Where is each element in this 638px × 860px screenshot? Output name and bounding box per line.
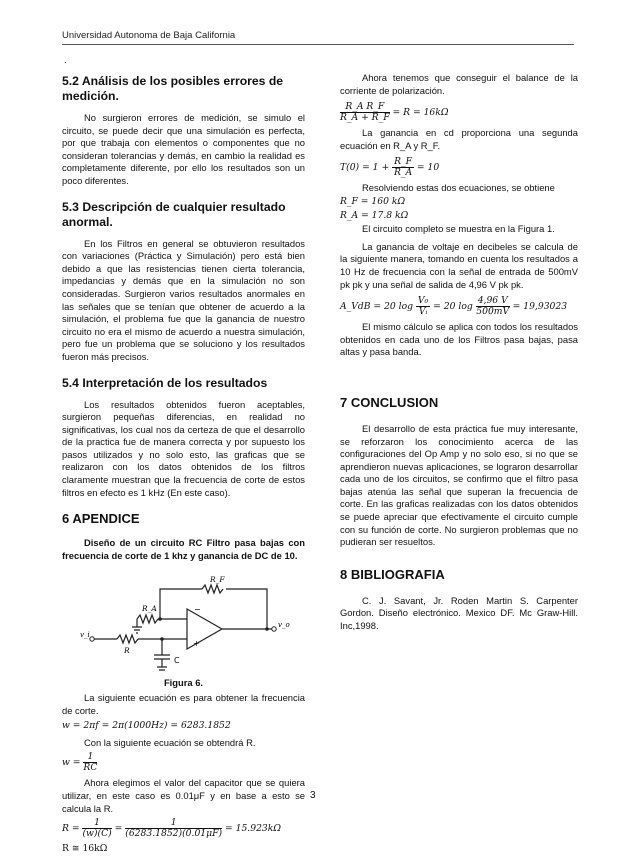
section-5-4-text: Los resultados obtenidos fueron aceptables, surgieron pequeñas diferencias, en realidad no significativas, los cual nos da certeza de que el desarrollo de la practica fue de manera correcta y por supuesto los pasos utilizados y no solo esto, las graficas que se realizaron con los datos obtenidos de los filtros claramente muestran que la frecuencia de corte de estos filtros en efecto es 1 kHz (En este caso). (62, 398, 305, 498)
svg-text:+: + (193, 639, 200, 649)
appendix-subtitle: Diseño de un circuito RC Filtro pasa bajas con frecuencia de corte de 1 khz y ganancia de DC de 10. (62, 537, 305, 561)
section-8-title: 8 BIBLIOGRAFIA (340, 566, 445, 582)
rf-resistor (202, 585, 223, 593)
eq-r-approx: R ≅ 16kΩ (62, 843, 108, 855)
left-column (62, 60, 305, 860)
label-vi: v_i (80, 631, 90, 640)
voltage-gain-text: La ganancia de voltaje en decibeles se calcula de la siguiente manera, tomando en cuenta los resultados a 10 Hz de frecuencia con la señal de entrada de 500mV pk pk y una señal de salida de 4,96 V pk pk. (340, 240, 578, 290)
op-amp-filter-schematic (62, 567, 305, 677)
section-5-4-title: 5.4 Interpretación de los resultados (62, 375, 268, 390)
r-intro: Con la siguiente ecuación se obtendrá R. (84, 736, 256, 748)
eq-ra: R_A = 17.8 kΩ (340, 209, 409, 221)
right-column (340, 60, 578, 638)
label-rf: R_F (210, 575, 225, 585)
complete-text: El circuito completo se muestra en la Figura 1. (362, 223, 555, 235)
ra-resistor (137, 615, 158, 623)
page-number: 3 (310, 790, 316, 801)
solve-text: Resolviendo estas dos ecuaciones, se obtiene (362, 182, 555, 194)
conclusion-text: El desarrollo de esta práctica fue muy interesante, se reforzaron los conocimiento acerca de las configuraciones del Op Amp y no solo eso, si no que se aprendieron nuevas aplicaciones, se lograron desarrollar cada uno de los circuitos, se confirmo que el filtro pasa bajas atenúa las señal que superan la frecuencia de corte. En las graficas realizadas con los datos obtenidos se puede apreciar que efectivamente el circuito cumple con su función de corte. No surgieron problemas que no pudieran ser resueltos. (340, 422, 578, 548)
capacitor-text: Ahora elegimos el valor del capacitor que se quiera utilizar, en este caso es 0.01μF y en base a esto se calcula la R. (62, 777, 305, 814)
label-r: R (124, 646, 130, 656)
eq-omega-rc: w = $\frac{1}{RC}$ (62, 751, 98, 774)
section-5-3-title: 5.3 Descripción de cualquier resultado anormal. (62, 199, 286, 229)
section-5-2-title: 5.2 Análisis de los posibles errores de medición. (62, 74, 284, 103)
output-terminal (272, 627, 276, 631)
stray-dot: . (64, 55, 67, 65)
section-6-title: 6 APENDICE (62, 511, 140, 527)
eq-balance: $\frac{\text{R\_A R\_F}}{R\_A + R\_F}$ = R = 16kΩ (340, 101, 449, 124)
feedback-wire-right (226, 589, 267, 629)
eq-dc-gain: T(0) = 1 + $\frac{R\_F}{R\_A}$ = 10 (340, 156, 440, 179)
input-terminal (90, 637, 94, 641)
figure-caption: Figura 6. (163, 677, 204, 689)
r-resistor (117, 635, 138, 643)
balance-intro: Ahora tenemos que conseguir el balance de la corriente de polarización. (340, 72, 578, 96)
eq-rf: R_F = 160 kΩ (340, 195, 406, 207)
running-header: Universidad Autonoma de Baja California (62, 30, 236, 41)
section-7-title: 7 CONCLUSION (340, 394, 439, 410)
ra-ground (132, 619, 142, 633)
same-calc-text: El mismo cálculo se aplica con todos los resultados obtenidos en cada uno de los Filtros pasa bajas, pasa altas y pasa banda. (340, 321, 578, 358)
c-capacitor (154, 639, 170, 670)
circuit-figure (62, 567, 305, 677)
freq-intro: La siguiente ecuación es para obtener la frecuencia de corte. (62, 692, 305, 716)
svg-text:−: − (194, 605, 201, 615)
header-rule (62, 44, 574, 45)
eq-r: R = $\frac{1}{(w)(C)}$ = $\frac{1}{(6283.1852)(0.01\mu F)}$ = 15.923kΩ (62, 817, 281, 840)
eq-omega: w = 2πf = 2π(1000Hz) = 6283.1852 (62, 720, 231, 732)
bibliography-entry: C. J. Savant, Jr. Roden Martin S. Carpenter Gordon. Diseño electrónico. Mexico DF. Mc Graw-Hill. Inc,1998. (340, 594, 578, 632)
section-5-2-text: No surgieron errores de medición, se simulo el circuito, se puede decir que una simulación es perfecta, por que trabaja con elementos o componentes que no consideran tolerancias y demás, en cambio la realidad es completamente diferente, por ello los resultados son un poco diferentes. (62, 112, 305, 186)
section-5-3-text: En los Filtros en general se obtuvieron resultados con variaciones (Práctica y Simulación) pero está bien debido a que las resistencias tienen cierta tolerancia, impedancias y demás que en la simulación no son consideradas. Surgieron varios resultados anormales en las señales que se tenían que obtener de acuerdo a la simulación, el problema fue que la ganancia de nuestro circuito no era el mismo de acuerdo a nuestra simulación, pero fue un problema que se soluciono y los resultados fueron más precisos. (62, 237, 305, 362)
label-ra: R_A (142, 604, 157, 614)
eq-db: A_VdB = 20 log $\frac{\text{V₀}}{\text{Vᵢ}}$ = 20 log $\frac{4,96 V}{500mV}$ = 19,93023 (340, 295, 568, 318)
label-vo: v_o (278, 621, 290, 630)
gain-text: La ganancia en cd proporciona una segunda ecuación en R_A y R_F. (340, 127, 578, 151)
label-c: C (174, 656, 180, 666)
